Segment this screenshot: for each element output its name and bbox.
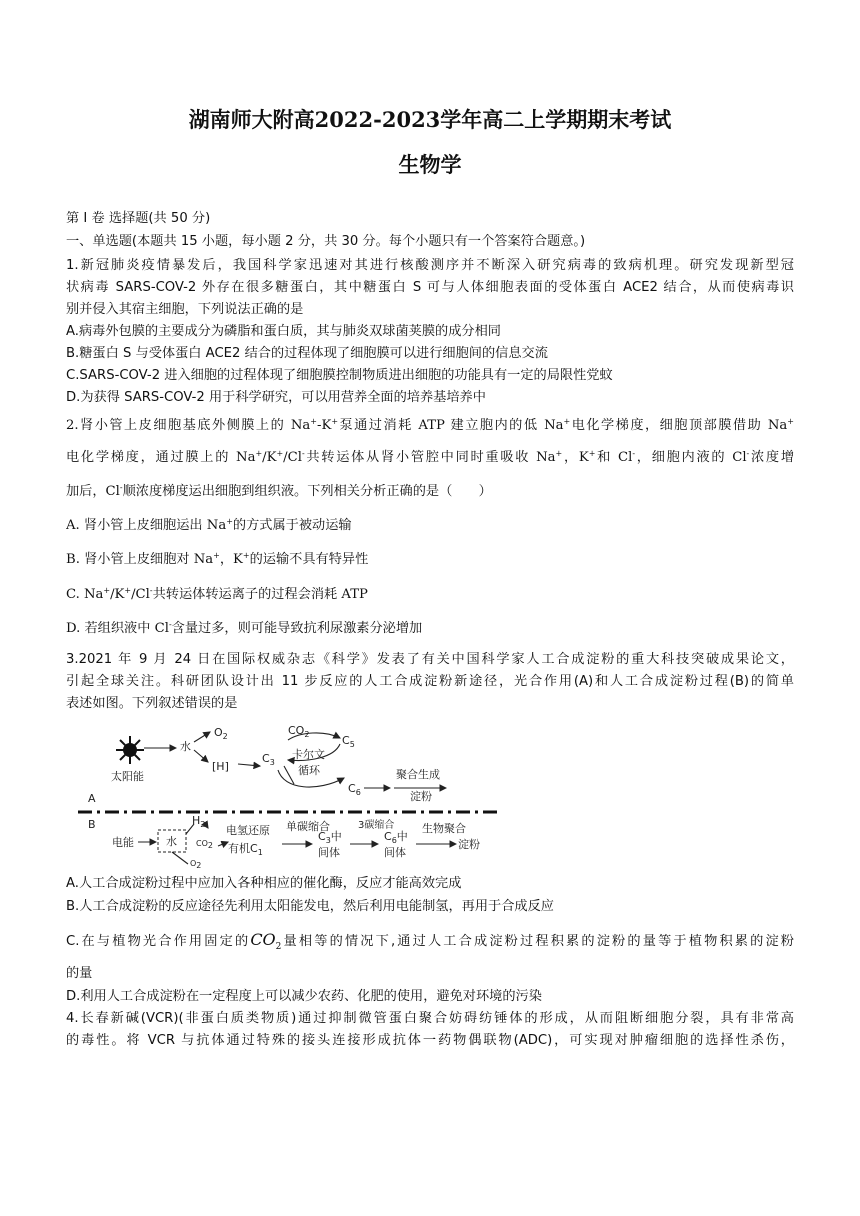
q3-stem-line: 表述如图。下列叙述错误的是 — [66, 696, 238, 711]
q1-stem-line: 1.新冠肺炎疫情暴发后，我国科学家迅速对其进行核酸测序并不断深入研究病毒的致病机理。研究发现新型冠 — [66, 258, 794, 273]
fig-o2: $O_2$ — [214, 726, 228, 741]
fig-h: [H] — [212, 760, 229, 773]
fig-co2-b: CO2 — [196, 839, 213, 850]
fig-starch: 淀粉 — [410, 790, 432, 803]
q1-stem-line: 状病毒 SARS-COV-2 外存在很多糖蛋白，其中糖蛋白 S 可与人体细胞表面的受体蛋白 ACE2 结合，从而使病毒识 — [66, 280, 794, 295]
q2-option-c: C. Na+/K+/Cl-共转运体转运离子的过程会消耗 ATP — [66, 586, 368, 602]
exam-subject: 生物学 — [398, 152, 462, 177]
q1-option-a: A.病毒外包膜的主要成分为磷脂和蛋白质，其与肺炎双球菌荚膜的成分相同 — [66, 324, 501, 339]
fig-o2-b: O2 — [190, 859, 202, 870]
sun-icon — [116, 736, 144, 764]
q2-stem-line: 电化学梯度，通过膜上的 Na+/K+/Cl-共转运体从肾小管腔中同时重吸收 Na+，K+和 Cl-，细胞内液的 Cl-浓度增 — [66, 449, 794, 465]
fig-c5: $C_5$ — [342, 734, 355, 749]
q3-option-d: D.利用人工合成淀粉在一定程度上可以减少农药、化肥的使用，避免对环境的污染 — [66, 989, 542, 1004]
fig-c3: $C_3$ — [262, 752, 275, 767]
fig-mid-2-b: 间体 — [384, 846, 406, 859]
exam-title: 湖南师大附高2022-2023学年高二上学期期末考试 — [188, 107, 672, 132]
fig-h2: $H_2$ — [192, 814, 206, 829]
q1-stem-line: 别并侵入其宿主细胞，下列说法正确的是 — [66, 302, 304, 317]
fig-label-b: B — [88, 818, 96, 831]
q3-stem-line: 3.2021 年 9 月 24 日在国际权威杂志《科学》发表了有关中国科学家人工合成淀粉的重大科技突破成果论文， — [66, 652, 794, 667]
q4-stem-line: 的毒性。将 VCR 与抗体通过特殊的接头连接形成抗体一药物偶联物(ADC)，可实现对肿瘤细胞的选择性杀伤， — [66, 1033, 794, 1048]
fig-calvin-1: 卡尔文 — [292, 748, 325, 761]
fig-label-a: A — [88, 792, 96, 805]
part-heading: 一、单选题(本题共 15 小题，每小题 2 分，共 30 分。每个小题只有一个答案符合题意。) — [66, 234, 586, 249]
fig-c6: $C_6$ — [348, 782, 361, 797]
fig-bio: 生物聚合 — [422, 822, 466, 835]
q1-option-c: C.SARS-COV-2 进入细胞的过程体现了细胞膜控制物质进出细胞的功能具有一定的局限性党蚊 — [66, 368, 613, 383]
fig-co2: $CO_2$ — [288, 724, 310, 739]
q3-option-b: B.人工合成淀粉的反应途径先利用太阳能发电，然后利用电能制氢，再用于合成反应 — [66, 899, 554, 914]
q2-option-b: B. 肾小管上皮细胞对 Na+，K+的运输不具有特异性 — [66, 551, 369, 567]
fig-mid-1-b: 间体 — [318, 846, 340, 859]
q3-option-a: A.人工合成淀粉过程中应加入各种相应的催化酶，反应才能高效完成 — [66, 876, 462, 891]
fig-reduce-1: 电氢还原 — [226, 824, 270, 837]
q3-option-c-cont: 的量 — [66, 966, 93, 981]
fig-mid-1: $C_3$中 — [318, 830, 342, 845]
q2-stem-line: 加后，Cl-顺浓度梯度运出细胞到组织液。下列相关分析正确的是（ ） — [66, 483, 492, 499]
fig-water: 水 — [180, 740, 191, 753]
q3-option-c: C.在与植物光合作用固定的$CO_2$量相等的情况下,通过人工合成淀粉过程积累的淀粉的量等于植物积累的淀粉 — [66, 930, 794, 953]
q1-option-b: B.糖蛋白 S 与受体蛋白 ACE2 结合的过程体现了细胞膜可以进行细胞间的信息交流 — [66, 346, 548, 361]
q2-option-a: A. 肾小管上皮细胞运出 Na+的方式属于被动运输 — [66, 517, 352, 533]
fig-step-1: 单碳缩合 — [286, 820, 330, 833]
fig-starch-2: 淀粉 — [458, 838, 480, 851]
fig-electric: 电能 — [112, 836, 134, 849]
fig-calvin-2: 循环 — [298, 764, 320, 777]
fig-sun-label: 太阳能 — [111, 770, 144, 783]
fig-poly: 聚合生成 — [396, 768, 440, 781]
q4-stem-line: 4.长春新碱(VCR)(非蛋白质类物质)通过抑制微管蛋白聚合妨碍纺锤体的形成，从而阻断细胞分裂，具有非常高 — [66, 1011, 794, 1026]
q1-option-d: D.为获得 SARS-COV-2 用于科学研究，可以用营养全面的培养基培养中 — [66, 390, 486, 405]
fig-step-3: 3碳缩合 — [358, 820, 395, 831]
fig-reduce-2: 有机$C_1$ — [228, 842, 263, 857]
fig-mid-2: $C_6$中 — [384, 830, 408, 845]
q2-stem-line: 2.肾小管上皮细胞基底外侧膜上的 Na+-K+泵通过消耗 ATP 建立胞内的低 Na+电化学梯度，细胞顶部膜借助 Na+ — [66, 417, 794, 433]
starch-synthesis-diagram — [78, 718, 508, 870]
q2-option-d: D. 若组织液中 Cl-含量过多，则可能导致抗利尿激素分泌增加 — [66, 620, 423, 636]
q3-stem-line: 引起全球关注。科研团队设计出 11 步反应的人工合成淀粉新途径，光合作用(A)和人工合成淀粉过程(B)的简单 — [66, 674, 794, 689]
section-heading: 第 I 卷 选择题(共 50 分) — [66, 211, 211, 226]
fig-water-b: 水 — [166, 835, 177, 848]
